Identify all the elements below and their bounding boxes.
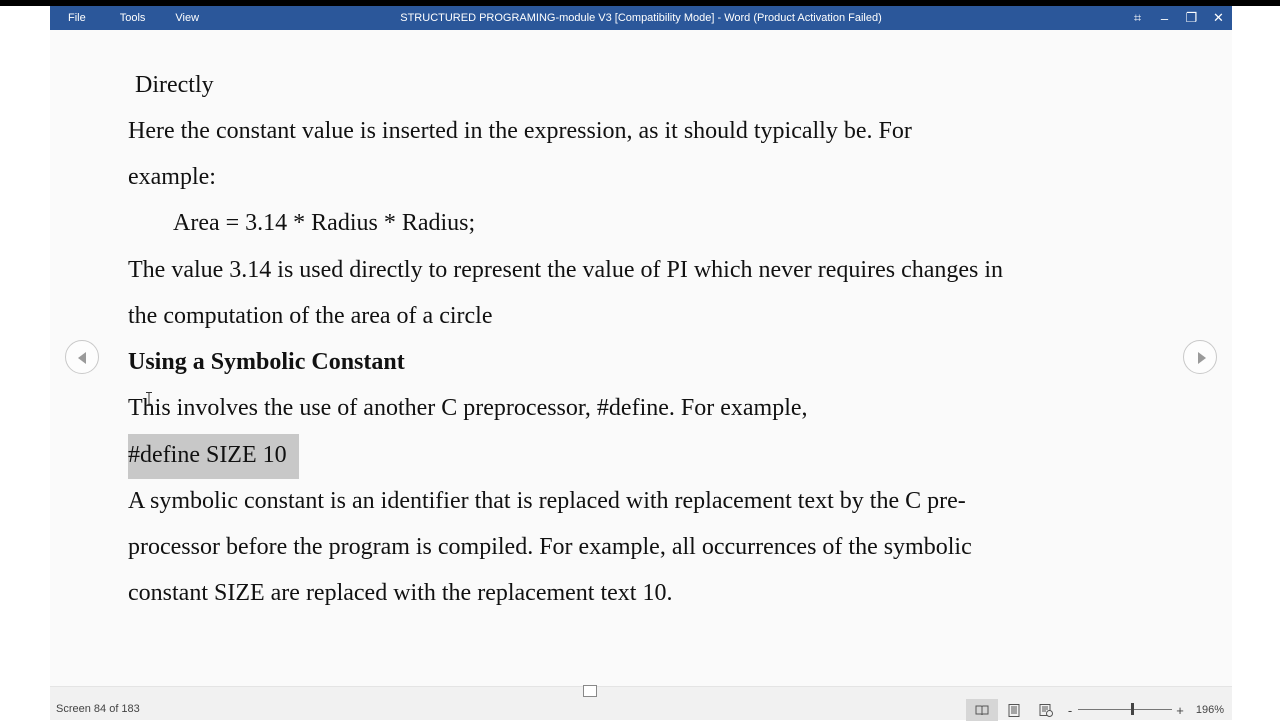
menu-tools[interactable]: Tools [119, 12, 146, 24]
minimize-button[interactable]: – [1160, 10, 1169, 26]
print-layout-icon [1008, 704, 1020, 717]
highlighted-code-define[interactable]: #define SIZE 10 [128, 434, 299, 479]
previous-screen-button[interactable] [65, 340, 99, 374]
read-mode-button[interactable] [966, 699, 998, 721]
menu-bar [50, 6, 211, 30]
close-button[interactable]: ✕ [1213, 10, 1224, 25]
i-beam-cursor-icon [146, 392, 152, 406]
title-bar [50, 6, 1232, 30]
paragraph-line: the computation of the area of a circle [128, 303, 493, 329]
paragraph-line: constant SIZE are replaced with the replacement text 10. [128, 580, 673, 606]
paragraph-line: This involves the use of another C preprocessor, #define. For example, [128, 395, 808, 421]
paragraph-line: processor before the program is compiled. For example, all occurrences of the symbolic [128, 534, 972, 560]
print-layout-button[interactable] [998, 699, 1030, 721]
read-mode-icon [975, 704, 989, 716]
zoom-slider-track [1078, 709, 1172, 710]
next-screen-icon [1184, 341, 1218, 375]
screen-counter[interactable]: Screen 84 of 183 [56, 703, 140, 715]
next-screen-button[interactable] [1183, 340, 1217, 374]
paragraph-line: example: [128, 164, 216, 190]
zoom-slider[interactable] [1078, 699, 1172, 721]
web-layout-icon [1039, 704, 1053, 717]
word-window [50, 6, 1232, 720]
window-title: STRUCTURED PROGRAMING-module V3 [Compatibility Mode] - Word (Product Activation Failed) [400, 12, 882, 24]
heading-directly: Directly [135, 72, 214, 98]
paragraph-line: A symbolic constant is an identifier that is replaced with replacement text by the C pre- [128, 488, 966, 514]
menu-view[interactable]: View [175, 12, 200, 24]
zoom-in-button[interactable]: + [1176, 702, 1184, 718]
web-layout-button[interactable] [1030, 699, 1062, 721]
zoom-level[interactable]: 196% [1195, 704, 1224, 716]
window-controls [1124, 6, 1232, 30]
zoom-slider-thumb[interactable] [1131, 703, 1134, 715]
zoom-out-button[interactable]: - [1067, 702, 1073, 718]
heading-symbolic-constant: Using a Symbolic Constant [128, 349, 405, 375]
previous-screen-icon [66, 341, 100, 375]
view-controls [966, 699, 1232, 721]
fullscreen-icon[interactable]: ⌗ [1133, 10, 1142, 25]
document-page[interactable] [50, 30, 1232, 686]
menu-file[interactable]: File [68, 12, 86, 24]
restore-button[interactable]: ❐ [1185, 10, 1198, 25]
status-bar [50, 686, 1232, 720]
paragraph-line: The value 3.14 is used directly to represent the value of PI which never requires changes in [128, 257, 1004, 283]
paragraph-line: Here the constant value is inserted in the expression, as it should typically be. For [128, 118, 912, 144]
split-handle[interactable] [583, 685, 597, 697]
code-example-area: Area = 3.14 * Radius * Radius; [173, 210, 476, 236]
